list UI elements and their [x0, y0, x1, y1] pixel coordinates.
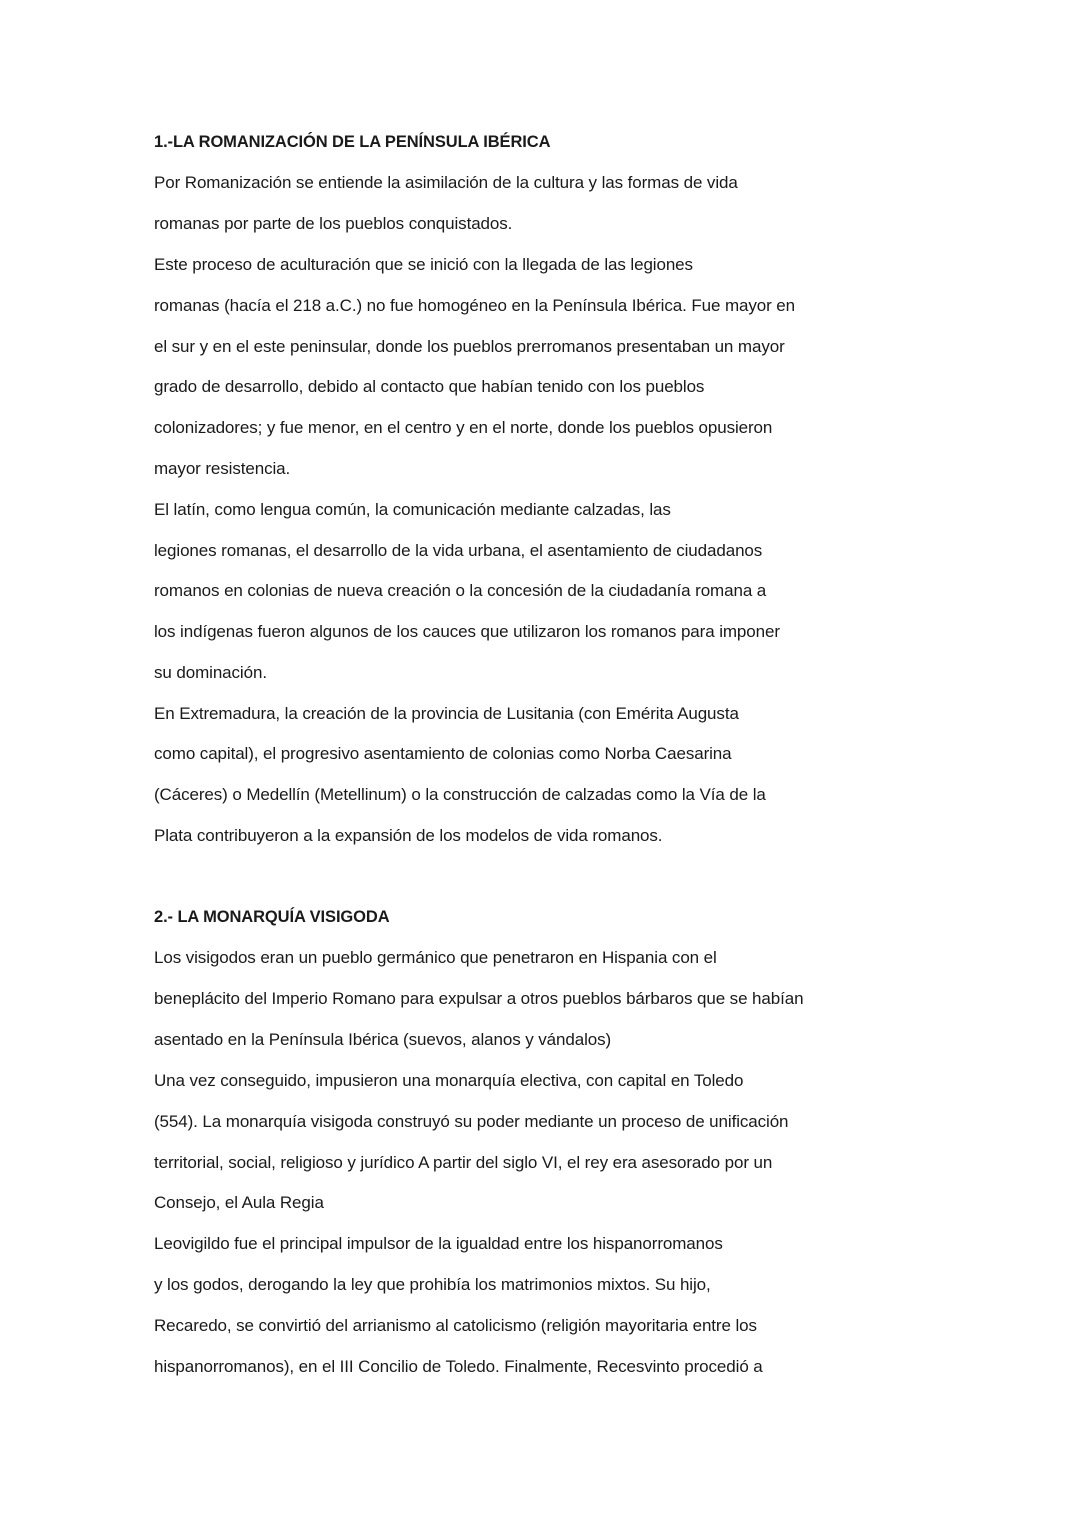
section-1-line: legiones romanas, el desarrollo de la vida urbana, el asentamiento de ciudadanos	[154, 541, 763, 560]
section-2-line: (554). La monarquía visigoda construyó su poder mediante un proceso de unificación	[154, 1112, 789, 1131]
section-1-line: En Extremadura, la creación de la provincia de Lusitania (con Emérita Augusta	[154, 704, 739, 723]
section-2-line: beneplácito del Imperio Romano para expulsar a otros pueblos bárbaros que se habían	[154, 989, 804, 1008]
section-2-line: Los visigodos eran un pueblo germánico que penetraron en Hispania con el	[154, 948, 717, 967]
section-1-line: romanas (hacía el 218 a.C.) no fue homogéneo en la Península Ibérica. Fue mayor en	[154, 296, 796, 315]
section-1-line: grado de desarrollo, debido al contacto que habían tenido con los pueblos	[154, 377, 705, 396]
section-1-line: los indígenas fueron algunos de los cauces que utilizaron los romanos para imponer	[154, 622, 780, 641]
section-1-line: colonizadores; y fue menor, en el centro y en el norte, donde los pueblos opusieron	[154, 418, 773, 437]
section-1-line: (Cáceres) o Medellín (Metellinum) o la construcción de calzadas como la Vía de la	[154, 785, 766, 804]
section-2-line: hispanorromanos), en el III Concilio de Toledo. Finalmente, Recesvinto procedió a	[154, 1357, 763, 1376]
section-1-line: Plata contribuyeron a la expansión de los modelos de vida romanos.	[154, 826, 663, 845]
section-1-line: romanas por parte de los pueblos conquistados.	[154, 214, 513, 233]
section-1-line: mayor resistencia.	[154, 459, 291, 478]
section-2-line: Recaredo, se convirtió del arrianismo al catolicismo (religión mayoritaria entre los	[154, 1316, 757, 1335]
section-1-line: romanos en colonias de nueva creación o la concesión de la ciudadanía romana a	[154, 581, 767, 600]
section-1-line: como capital), el progresivo asentamiento de colonias como Norba Caesarina	[154, 744, 732, 763]
section-2-line: Una vez conseguido, impusieron una monarquía electiva, con capital en Toledo	[154, 1071, 744, 1090]
section-1-heading: 1.-LA ROMANIZACIÓN DE LA PENÍNSULA IBÉRICA	[154, 133, 551, 151]
section-1-line: el sur y en el este peninsular, donde los pueblos prerromanos presentaban un mayor	[154, 337, 785, 356]
section-1-line: su dominación.	[154, 663, 267, 682]
section-2-line: Consejo, el Aula Regia	[154, 1193, 324, 1212]
section-2-heading: 2.- LA MONARQUÍA VISIGODA	[154, 908, 390, 926]
section-1-line: El latín, como lengua común, la comunicación mediante calzadas, las	[154, 500, 671, 519]
section-2-line: Leovigildo fue el principal impulsor de la igualdad entre los hispanorromanos	[154, 1234, 723, 1253]
section-1-line: Este proceso de aculturación que se inició con la llegada de las legiones	[154, 255, 693, 274]
section-2-line: asentado en la Península Ibérica (suevos, alanos y vándalos)	[154, 1030, 612, 1049]
section-2-line: y los godos, derogando la ley que prohibía los matrimonios mixtos. Su hijo,	[154, 1275, 711, 1294]
section-2-line: territorial, social, religioso y jurídico A partir del siglo VI, el rey era asesorado por un	[154, 1153, 773, 1172]
section-1-line: Por Romanización se entiende la asimilación de la cultura y las formas de vida	[154, 173, 738, 192]
